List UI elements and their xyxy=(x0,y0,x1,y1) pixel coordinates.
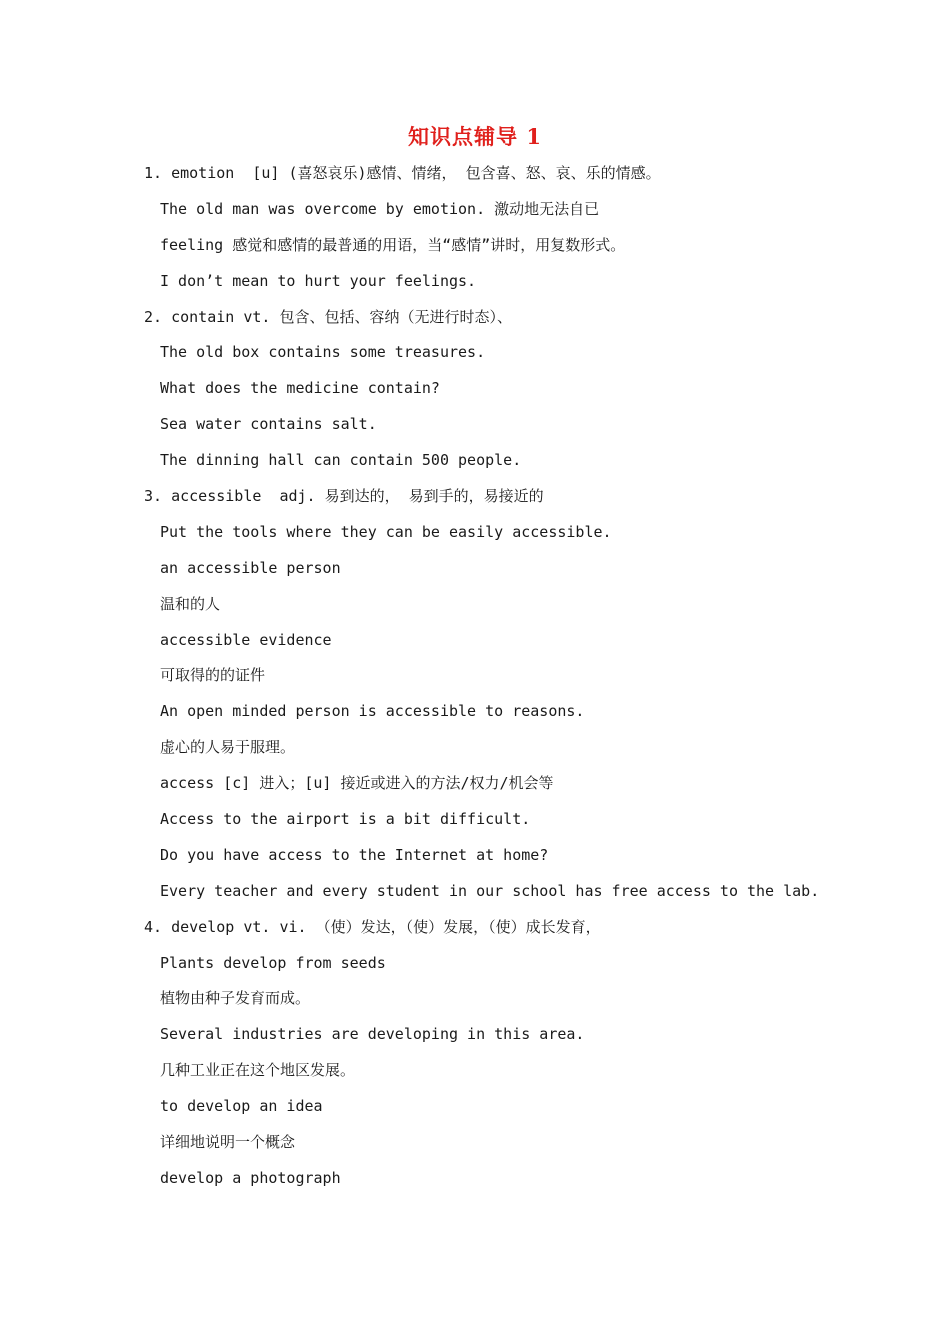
numbered-entry-line: 4. develop vt. vi. （使）发达，（使）发展，（使）成长发育， xyxy=(144,917,601,936)
entry-detail-line: An open minded person is accessible to reasons. xyxy=(160,702,585,721)
entry-detail-line: 可取得的的证件 xyxy=(160,666,266,685)
entry-detail-line: feeling 感觉和感情的最普通的用语，当“感情”讲时，用复数形式。 xyxy=(160,235,626,254)
entry-detail-line: 温和的人 xyxy=(160,594,221,613)
entry-detail-line: 虚心的人易于服理。 xyxy=(160,738,296,757)
entry-detail-line: Access to the airport is a bit difficult. xyxy=(160,810,531,829)
entry-detail-line: The dinning hall can contain 500 people. xyxy=(160,451,522,470)
entry-detail-line: an accessible person xyxy=(160,558,341,577)
entry-detail-line: What does the medicine contain? xyxy=(160,379,440,398)
entry-detail-line: The old box contains some treasures. xyxy=(160,343,486,362)
entry-detail-line: access [c] 进入；[u] 接近或进入的方法/权力/机会等 xyxy=(160,774,554,793)
page-title: 知识点辅导 1 xyxy=(408,124,542,149)
entry-detail-line: Every teacher and every student in our school has free access to the lab. xyxy=(160,881,820,900)
entry-detail-line: to develop an idea xyxy=(160,1097,323,1116)
numbered-entry-line: 3. accessible adj. 易到达的， 易到手的，易接近的 xyxy=(144,487,544,506)
entry-detail-line: The old man was overcome by emotion. 激动地无法自已 xyxy=(160,199,600,218)
numbered-entry-line: 1. emotion [u] (喜怒哀乐)感情、情绪， 包含喜、怒、哀、乐的情感。 xyxy=(144,164,661,182)
entry-detail-line: Do you have access to the Internet at home? xyxy=(160,845,549,864)
entry-detail-line: I don’t mean to hurt your feelings. xyxy=(160,271,477,290)
entry-detail-line: Put the tools where they can be easily accessible. xyxy=(160,522,612,541)
entry-detail-line: develop a photograph xyxy=(160,1168,341,1187)
numbered-entry-line: 2. contain vt. 包含、包括、容纳（无进行时态）、 xyxy=(144,307,512,326)
entry-detail-line: accessible evidence xyxy=(160,630,332,649)
document-body xyxy=(0,155,950,1196)
entry-detail-line: Several industries are developing in this area. xyxy=(160,1025,585,1044)
entry-detail-line: 几种工业正在这个地区发展。 xyxy=(160,1061,356,1080)
entry-detail-line: 植物由种子发育而成。 xyxy=(160,989,311,1008)
entry-detail-line: Sea water contains salt. xyxy=(160,415,377,434)
entry-detail-line: 详细地说明一个概念 xyxy=(160,1133,296,1152)
entry-detail-line: Plants develop from seeds xyxy=(160,953,386,972)
